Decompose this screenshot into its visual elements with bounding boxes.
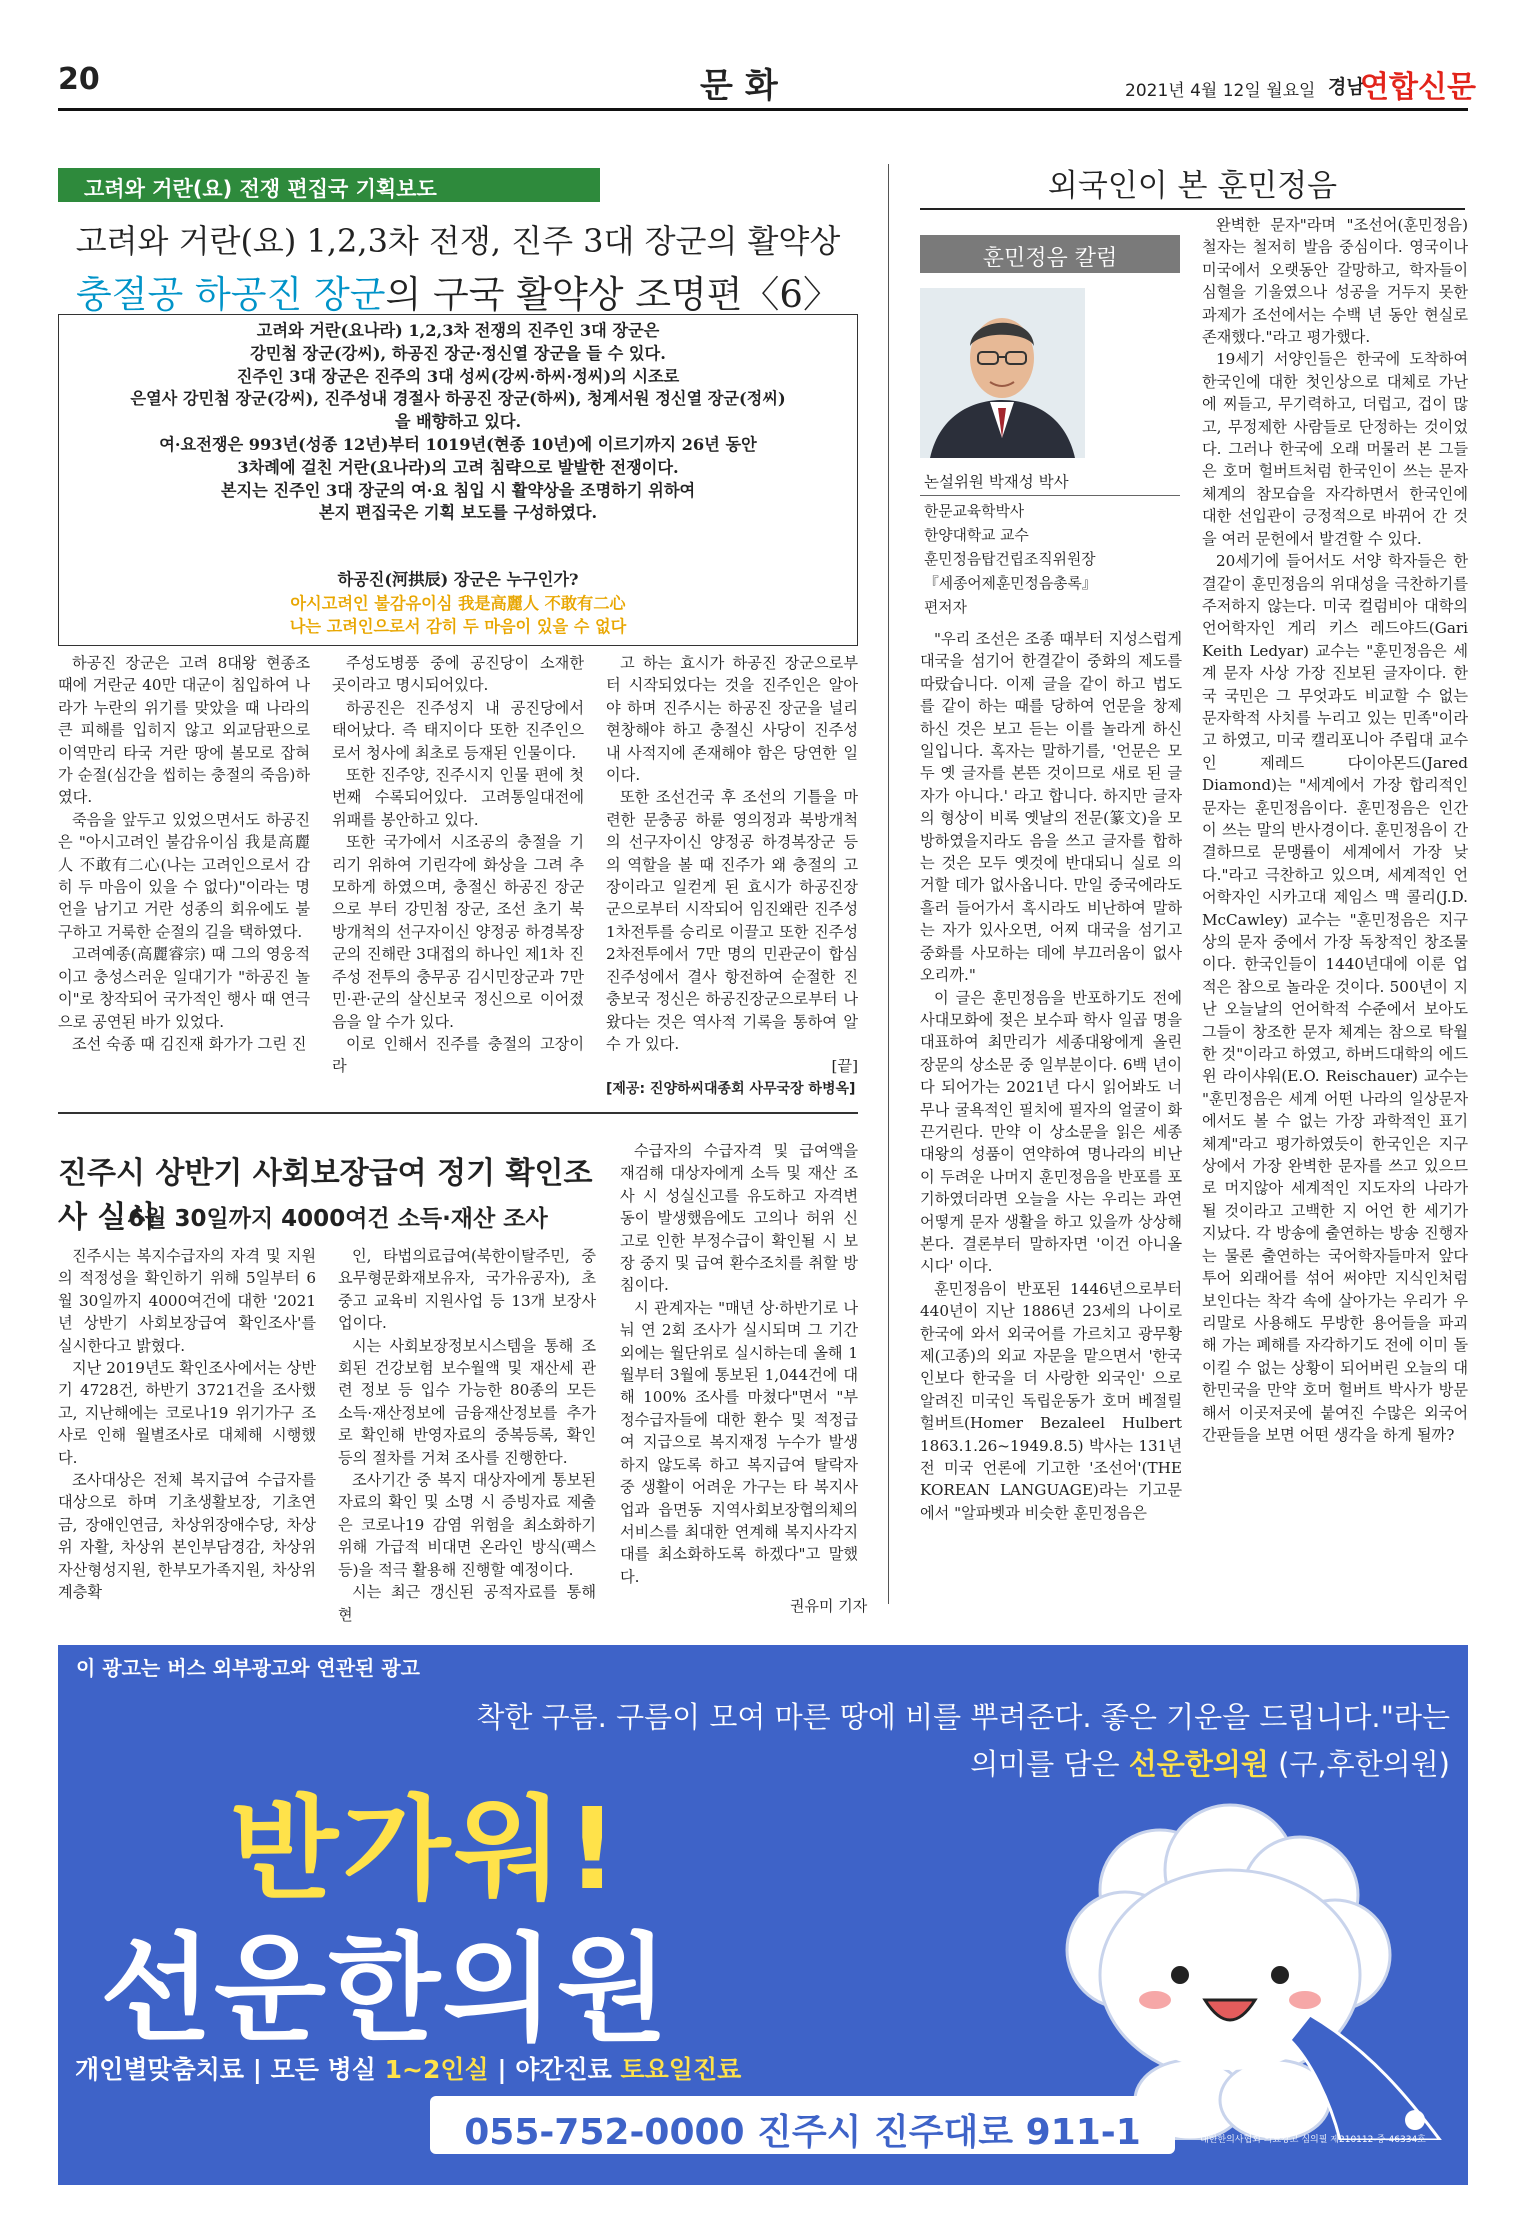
bio-line: 훈민정음탑건립조직위원장 [924, 551, 1096, 568]
column-band: 훈민정음 칼럼 [920, 235, 1180, 273]
paragraph: 인, 타법의료급여(북한이탈주민, 중요무형문화재보유자, 국가유공자), 초중고 교육비 지원사업 등 13개 보장사업이다. [338, 1247, 596, 1333]
paragraph: "우리 조선은 조종 때부터 지성스럽게 대국을 섬기어 한결같이 중화의 제도를 따랐습니다. 이제 글을 같이 하고 법도를 같이 하는 때를 당하여 언문을 창제하신 것은 보고 듣는 이를 놀라게 하신 일입니다. 혹자는 말하기를, '언문은 모두 옛 글자를 본뜬 것이므로 새로 된 글자가 아니다.' 라고 합니다. 하지만 글자의 형상이 비록 옛날의 전문(篆文)을 모방하였을지라도 음을 쓰고 글자를 합하는 것은 모두 옛것에 반대되니 실로 의거할 데가 없사옵니다. 만일 중국에라도 흘러 들어가서 혹시라도 비난하여 말하는 자가 있사오면, 어찌 대국을 섬기고 중화를 사모하는 데에 부끄러움이 없사오리까." [920, 630, 1182, 985]
column-right-text [1202, 214, 1468, 1446]
paragraph: 또한 조선건국 후 조선의 기틀을 마련한 문충공 하륜 영의정과 북방개척의 선구자이신 양정공 하경복장군 등의 역할을 볼 때 진주가 왜 충절의 고장이라고 일컫게 된 효시가 하공진장군으로부터 시작되어 임진왜란 진주성 1차전투를 승리로 이끌고 또한 진주성 2차전투에서 7만 명의 민관군이 합심 진주성에서 결사 항전하여 순절한 진충보국 정신은 하공진장군으로부터 나왔다는 것은 역사적 기록을 통하여 알 수 가 있다. [606, 788, 858, 1053]
intro-line: 진주인 3대 장군은 진주의 3대 성씨(강씨·하씨·정씨)의 시조로 [236, 366, 680, 386]
section-divider [58, 1112, 858, 1114]
paragraph: 조사기간 중 복지 대상자에게 통보된 자료의 확인 및 소명 시 증빙자료 제출은 코로나19 감염 위험을 최소화하기 위해 가급적 비대면 온라인 방식(팩스 등)을 적극 활용해 진행할 예정이다. [338, 1471, 596, 1579]
author-bio [924, 500, 1097, 620]
page-number: 20 [58, 62, 100, 97]
paragraph: 주성도병풍 중에 공진당이 소재한 곳이라고 명시되어있다. [332, 654, 584, 695]
headline-rest: 의 구국 활약상 조명편〈6〉 [385, 273, 840, 316]
paragraph: 지난 2019년도 확인조사에서는 상반기 4728건, 하반기 3721건을 조사했고, 지난해에는 코로나19 위기가구 조사로 인해 월별조사로 대체해 시행했다. [58, 1359, 316, 1467]
intro-line: 고려와 거란(요나라) 1,2,3차 전쟁의 진주인 3대 장군은 [256, 321, 660, 340]
paragraph: 수급자의 수급자격 및 급여액을 재검해 대상자에게 소득 및 재산 조사 시 성실신고를 유도하고 자격변동이 발생했음에도 고의나 허위 신고로 인한 부정수급이 확인될 시 보장 중지 및 급여 환수조치를 취할 방침이다. [620, 1142, 858, 1295]
paragraph: 20세기에 들어서도 서양 학자들은 한결같이 훈민정음의 위대성을 극찬하기를 주저하지 않는다. 미국 컬럼비아 대학의 언어학자인 게리 키스 레드야드(Gari Keith Ledyar) 교수는 "훈민정음은 세계 문자 사상 가장 진보된 글자이다. 한국 국민은 그 무엇과도 비교할 수 없는 문자학적 사치를 누리고 있는 민족"이라고 하였고, 미국 캘리포니아 주립대 교수인 제레드 다이아몬드(Jared Diamond)는 "세계에서 가장 합리적인 문자는 훈민정음이다. 훈민정음은 인간이 쓰는 말의 반사경이다. 훈민정음이 간결하므로 문맹률이 세계에서 가장 낮다."라고 극찬하고 있으며, 세계적인 언어학자인 시카고대 제임스 맥 콜리(J.D. McCawley) 교수는 "훈민정음은 지구상의 문자 중에서 가장 독창적인 창조물이다. 한국인들이 1440년대에 이룬 업적은 참으로 놀라운 것이다. 500년이 지난 오늘날의 언어학적 수준에서 보아도 그들이 창조한 문자 체계는 참으로 탁월한 것"이라고 하였고, 하버드대학의 에드윈 라이샤워(E.O. Reischauer) 교수는 "훈민정음은 세계 어떤 나라의 일상문자에서도 볼 수 없는 가장 과학적인 표기 체계"라고 평가하였듯이 한국인은 지구상에서 가장 완벽한 문자를 쓰고 있으므로 머지않아 세계적인 지도자의 나라가 될 것이라고 고백한 지 어언 한 세기가 지났다. 각 방송에 출연하는 방송 진행자는 물론 출연하는 국어학자들마저 앞다투어 외래어를 섞어 써야만 지식인처럼 보인다는 착각 속에 살아가는 우리가 우리말로 사용해도 무방한 용어들을 파괴해 가는 폐해를 자각하기도 전에 이미 돌이킬 수 없는 상황이 되어버린 오늘의 대한민국을 만약 호머 헐버트 박사가 방문해서 이곳저곳에 붙여진 수많은 외국어 간판들을 보면 어떤 생각을 하게 될까? [1202, 552, 1468, 1444]
feature-column-3 [606, 652, 858, 1100]
article2-column-1 [58, 1245, 316, 1604]
intro-line: 은열사 강민첨 장군(강씨), 진주성내 경절사 하공진 장군(하씨), 청계서원 정신열 장군(정씨) [130, 389, 786, 409]
ad-contact: 055-752-0000 진주시 진주대로 911-1 [464, 2112, 1141, 2153]
paragraph: 시는 사회보장정보시스템을 통해 조회된 건강보험 보수월액 및 재산세 관련 정보 등 입수 가능한 80종의 모든 소득·재산정보에 금융재산정보를 추가로 확인해 반영자료의 중복등록, 확인 등의 절차를 거쳐 조사를 진행한다. [338, 1336, 596, 1467]
brand-region: 경남 [1328, 76, 1365, 98]
paragraph: 또한 진주양, 진주시지 인물 편에 첫 번째 수록되어있다. 고려통일대전에 위패를 봉안하고 있다. [332, 766, 584, 829]
headline-accent: 충절공 하공진 장군 [76, 273, 386, 316]
article2-column-3 [620, 1140, 858, 1588]
issue-date: 2021년 4월 12일 월요일 [1125, 81, 1316, 101]
feature-highlight: 토요일진료 [620, 2055, 742, 2084]
bio-line: 한양대학교 교수 [924, 527, 1029, 544]
bio-line: 『세종어제훈민정음총록』 [924, 575, 1097, 592]
bio-line: 한문교육학박사 [924, 503, 1025, 520]
paragraph: 조사대상은 전체 복지급여 수급자를 대상으로 하며 기초생활보장, 기초연금, 장애인연금, 차상위장애수당, 차상위 자활, 차상위 본인부담경감, 차상위 자산형성지원, 한부모가족지원, 차상위계층확 [58, 1471, 316, 1602]
series-label: 고려와 거란(요) 전쟁 편집국 기획보도 [58, 168, 600, 202]
paragraph: 하공진 장군은 고려 8대왕 현종조 때에 거란군 40만 대군이 침입하여 나라가 누란의 위기를 맞았을 때 나라의 큰 피해를 입히지 않고 외교담판으로 이역만리 타국 거란 땅에 볼모로 잡혀가 순절(심간을 씹히는 충절의 죽음)하였다. [58, 654, 310, 807]
column-title-rule [920, 208, 1465, 210]
tagline-pre: 의미를 담은 [970, 1747, 1129, 1781]
paragraph: 조선 숙종 때 김진재 화가가 그린 진 [72, 1034, 307, 1053]
byline-rule [920, 495, 1180, 496]
column-divider [888, 164, 889, 1604]
tagline-post: (구,후한의원) [1268, 1747, 1450, 1781]
feature-headline: 고려와 거란(요) 1,2,3차 전쟁, 진주 3대 장군의 활약상 [75, 222, 841, 260]
ad-clinic-name: 선운한의원 [100, 1922, 671, 2057]
feature-column-1 [58, 652, 310, 1055]
paragraph: 이로 인해서 진주를 충절의 고장이라 [332, 1034, 584, 1076]
paragraph: 시는 최근 갱신된 공적자료를 통해 현 [338, 1583, 596, 1624]
column-mid-text [920, 628, 1182, 1524]
ad-features [75, 2050, 741, 2086]
column-title: 외국인이 본 훈민정음 [1047, 168, 1338, 204]
paragraph: 죽음을 앞두고 있었으면서도 하공진은 "아시고려인 불감유이심 我是高麗人 不敢有二心(나는 고려인으로서 감히 두 마음이 있을 수 없다)"이라는 명언을 남기고 거란 성종의 회유에도 불구하고 거룩한 순절의 길을 택하였다. [58, 810, 310, 941]
feature-subheadline [58, 264, 858, 318]
intro-text [70, 320, 846, 525]
paragraph: 진주시는 복지수급자의 자격 및 지원의 적정성을 확인하기 위해 5일부터 6월 30일까지 4000여건에 대한 '2021년 상반기 사회보장급여 확인조사'를 실시한다고 밝혔다. [58, 1247, 316, 1355]
end-mark: [끝] [831, 1057, 858, 1076]
feature-highlight: 1~2인실 [384, 2055, 489, 2084]
paragraph: 완벽한 문자"라며 "조선어(훈민정음) 철자는 철저히 발음 중심이다. 영국이나 미국에서 오랫동안 갈망하고, 학자들이 심혈을 기울였으나 성공을 거두지 못한 과제가 조선에서는 수백 년 동안 현실로 존재했다."라고 평가했다. [1202, 216, 1468, 347]
feature-text: 개인별맞춤치료 | 모든 병실 [75, 2055, 385, 2084]
intro-line: 3차례에 걸친 거란(요나라)의 고려 침략으로 발발한 전쟁이다. [237, 457, 679, 477]
ad-tagline: 착한 구름. 구름이 모여 마른 땅에 비를 뿌려준다. 좋은 기운을 드립니다."라는 [476, 1700, 1450, 1734]
intro-line: 강민첨 장군(강씨), 하공진 장군·정신열 장군을 들 수 있다. [250, 343, 666, 363]
author-portrait-icon [920, 288, 1085, 458]
header-rule [58, 108, 1468, 111]
section-title: 문화 [700, 66, 790, 106]
article-author: 권유미 기자 [790, 1597, 868, 1615]
paragraph: 하공진은 진주성지 내 공진당에서 태어났다. 즉 태지이다 또한 진주인으로서 청사에 최초로 등재된 인물이다. [332, 698, 584, 762]
paragraph: 또한 국가에서 시조공의 충절을 기리기 위하여 기린각에 화상을 그려 추모하게 하였으며, 충절신 하공진 장군으로 부터 강민첨 장군, 조선 초기 북방개척의 선구자이신 양정공 하경복장군의 진해란 3대접의 하나인 제1차 진주성 전투의 충무공 김시민장군과 7만 민·관·군의 살신보국 정신으로 이어졌음을 알 수가 있다. [332, 833, 584, 1031]
feature-column-2 [332, 652, 584, 1078]
paragraph: 이 글은 훈민정음을 반포하기도 전에 사대모화에 젖은 보수파 학사 일곱 명을 대표하여 최만리가 세종대왕에게 올린 장문의 상소문 중 일부분이다. 6백 년이 다 되어가는 2021년 다시 읽어봐도 너무나 굴욕적인 필치에 필자의 얼굴이 화끈거린다. 만약 이 상소문을 읽은 세종대왕의 성품이 연약하여 명나라의 비난이 두려운 나머지 훈민정음을 반포를 포기하였더라면 오늘을 사는 우리는 과연 어떻게 문자 생활을 하고 있을까 상상해 본다. 결론부터 말하자면 '이건 아니올시다' 이다. [920, 988, 1182, 1276]
motto-hanja: 아시고려인 불감유이심 我是高麗人 不敢有二心 [290, 594, 626, 613]
cloud-mascot-icon [1010, 1800, 1450, 2140]
intro-line: 본지 편집국은 기획 보도를 구성하였다. [318, 503, 598, 523]
ad-permit-notice: 대한한의사협회 의료광고 심의필 제210112-중-46334호 [1200, 2135, 1426, 2145]
article2-column-2 [338, 1245, 596, 1626]
ad-label: 이 광고는 버스 외부광고와 연관된 광고 [76, 1656, 420, 1680]
article-subtitle: 6월 30일까지 4000여건 소득·재산 조사 [128, 1206, 548, 1232]
author-byline: 논설위원 박재성 박사 [924, 473, 1069, 491]
motto-korean: 나는 고려인으로서 감히 두 마음이 있을 수 없다 [289, 617, 627, 636]
brand-logo-text: 연합신문 [1360, 70, 1476, 105]
bio-line: 편저자 [924, 599, 967, 616]
intro-line: 여·요전쟁은 993년(성종 12년)부터 1019년(현종 10년)에 이르기까지 26년 동안 [159, 434, 757, 454]
paragraph: 훈민정음이 반포된 1446년으로부터 440년이 지난 1886년 23세의 나이로 한국에 와서 외국어를 가르치고 광무황제(고종)의 외교 자문을 맡으면서 '한국인보다 한국을 더 사랑한 외국인' 으로 알려진 미국인 독립운동가 호머 베절릴 헐버트(Homer Bezaleel Hulbert 1863.1.26~1949.8.5) 박사는 131년 전 미국 언론에 기고한 '조선어'(THE KOREAN LANGUAGE)라는 기고문에서 "알파벳과 비슷한 훈민정음은 [920, 1279, 1182, 1522]
author-photo [920, 288, 1085, 458]
source-credit: [제공: 진양하씨대종회 사무국장 하병옥] [606, 1080, 856, 1097]
intro-line: 을 배향하고 있다. [394, 412, 522, 432]
clinic-name-highlight: 선운한의원 [1128, 1747, 1269, 1781]
feature-text: | 야간진료 [488, 2055, 621, 2084]
intro-line: 본지는 진주인 3대 장군의 여·요 침입 시 활약상을 조명하기 위하여 [220, 480, 696, 500]
paragraph: 고려예종(高麗睿宗) 때 그의 영웅적이고 충성스러운 일대기가 "하공진 놀이"로 창작되어 국가적인 행사 때 연극으로 공연된 바가 있었다. [58, 945, 310, 1031]
article-title: 진주시 상반기 사회보장급여 정기 확인조사 실시 [58, 1156, 593, 1235]
paragraph: 19세기 서양인들은 한국에 도착하여 한국인에 대한 첫인상으로 대체로 가난에 찌들고, 무기력하고, 더럽고, 겁이 많고, 무정제한 사람들로 단정하는 것이었다. 그러나 한국에 오래 머물러 본 그들은 호머 헐버트처럼 한국인이 쓰는 문자 체계의 참모습을 자각하면서 한국인에 대한 선입관이 긍정적으로 바뀌어 간 것을 여러 문헌에서 발견할 수 있다. [1202, 350, 1468, 548]
ad-greeting: 반가워! [230, 1785, 622, 1915]
paragraph: 고 하는 효시가 하공진 장군으로부터 시작되었다는 것을 진주인은 알아야 하며 진주시는 하공진 장군을 널리 현창해야 하고 충절신 사당이 진주성내 사적지에 존재해야 함은 당연한 일이다. [606, 654, 858, 785]
paragraph: 시 관계자는 "매년 상·하반기로 나눠 연 2회 조사가 실시되며 그 기간 외에는 월단위로 실시하는데 올해 1월부터 3월에 통보된 1,044건에 대해 100% 조사를 마쳤다"면서 "부정수급자들에 대한 환수 및 적정급여 지급으로 복지재정 누수가 발생하지 않도록 하고 복지급여 탈락자 중 생활이 어려운 가구는 타 복지사업과 읍면동 지역사회보장협의체의 서비스를 최대한 연계해 복지사각지대를 최소화하도록 하겠다"고 말했다. [620, 1298, 858, 1586]
intro-question: 하공진(河拱辰) 장군은 누구인가? [337, 570, 579, 589]
